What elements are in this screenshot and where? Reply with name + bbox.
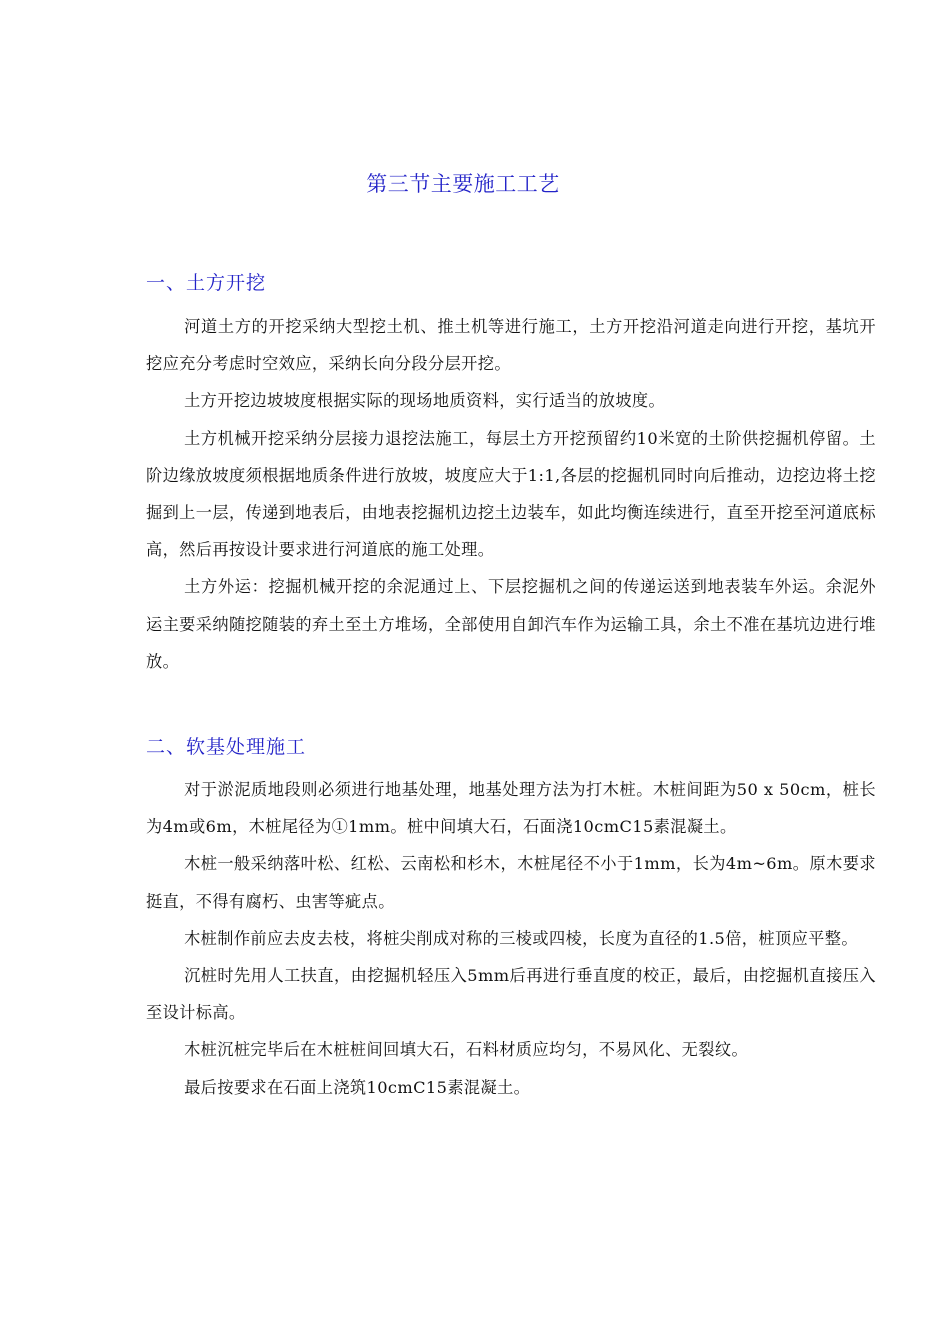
paragraph: 木桩制作前应去皮去枝，将桩尖削成对称的三棱或四棱，长度为直径的1.5倍，桩顶应平整。	[184, 928, 858, 948]
section-heading-soft-foundation: 二、软基处理施工	[146, 736, 307, 758]
paragraph: 最后按要求在石面上浇筑10cmC15素混凝土。	[184, 1077, 531, 1097]
paragraph: 木桩沉桩完毕后在木桩桩间回填大石，石料材质应均匀，不易风化、无裂纹。	[184, 1040, 749, 1060]
paragraph: 土方开挖边坡坡度根据实际的现场地质资料，实行适当的放坡度。	[184, 391, 666, 411]
section-heading-earthwork: 一、土方开挖	[146, 272, 267, 294]
paragraph: 对于淤泥质地段则必须进行地基处理，地基处理方法为打木桩。木桩间距为50 x 50cm，桩长为4m或6m，木桩尾径为①1mm。桩中间填大石，石面浇10cmC15素混凝土。	[146, 780, 876, 837]
section-body-soft-foundation	[146, 771, 876, 1106]
paragraph: 沉桩时先用人工扶直，由挖掘机轻压入5mm后再进行垂直度的校正，最后，由挖掘机直接压入至设计标高。	[146, 966, 876, 1023]
paragraph: 土方外运：挖掘机械开挖的余泥通过上、下层挖掘机之间的传递运送到地表装车外运。余泥外运主要采纳随挖随装的弃土至土方堆场，全部使用自卸汽车作为运输工具，余土不准在基坑边进行堆放。	[146, 577, 876, 671]
paragraph: 土方机械开挖采纳分层接力退挖法施工，每层土方开挖预留约10米宽的土阶供挖掘机停留。土阶边缘放坡度须根据地质条件进行放坡，坡度应大于1:1,各层的挖掘机同时向后推动，边挖边将土挖掘到上一层，传递到地表后，由地表挖掘机边挖土边装车，如此均衡连续进行，直至开挖至河道底标高，然后再按设计要求进行河道底的施工处理。	[146, 428, 876, 560]
page-title: 第三节主要施工工艺	[366, 172, 560, 196]
paragraph: 木桩一般采纳落叶松、红松、云南松和杉木，木桩尾径不小于1mm，长为4m~6m。原木要求挺直，不得有腐朽、虫害等疵点。	[146, 854, 876, 911]
section-body-earthwork	[146, 308, 876, 680]
paragraph: 河道土方的开挖采纳大型挖土机、推土机等进行施工，土方开挖沿河道走向进行开挖，基坑开挖应充分考虑时空效应，采纳长向分段分层开挖。	[146, 317, 876, 374]
